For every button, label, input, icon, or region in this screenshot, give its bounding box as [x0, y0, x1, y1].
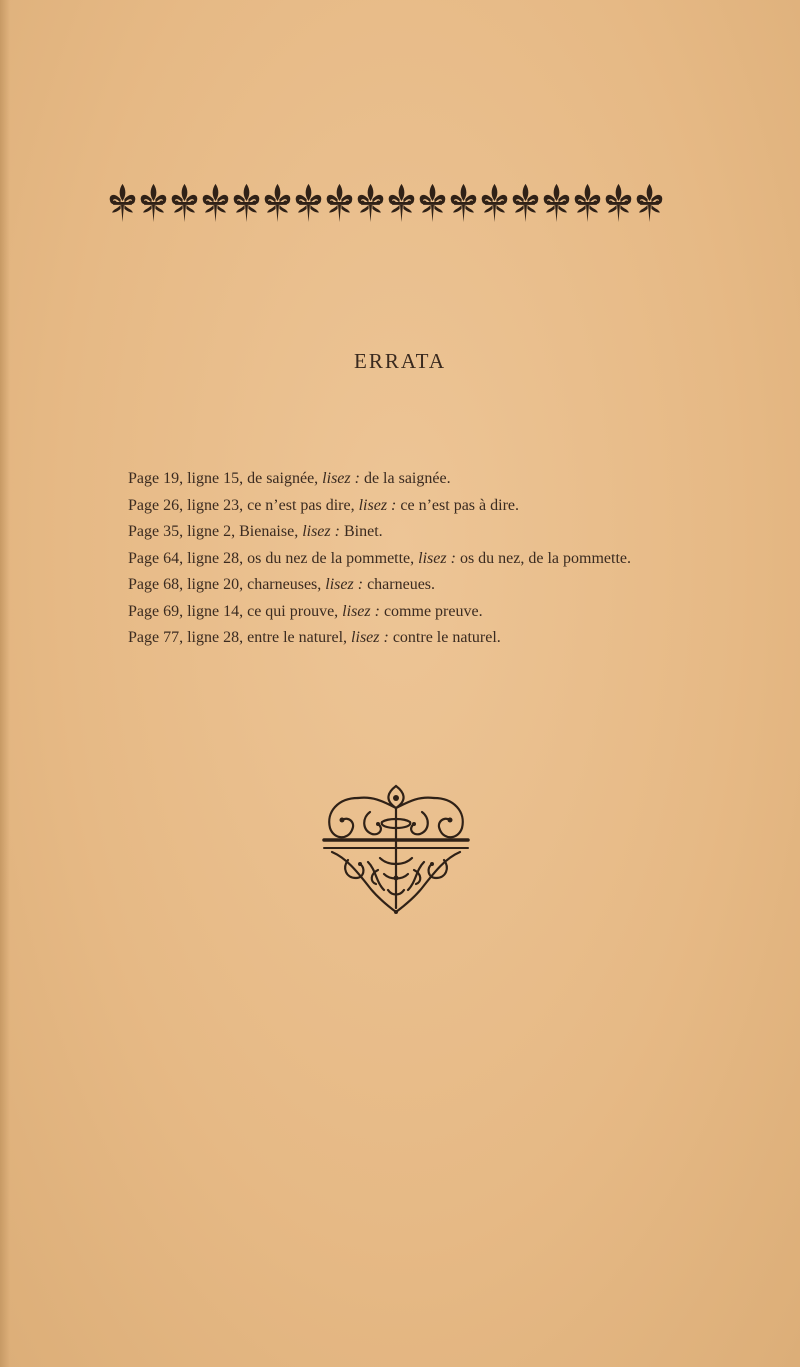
errata-list [110, 466, 676, 652]
fleur-de-lis-icon [573, 182, 602, 224]
errata-correction: ce n’est pas à dire. [396, 496, 519, 514]
errata-lisez: lisez : [342, 602, 380, 620]
fleur-de-lis-icon [604, 182, 633, 224]
errata-correction: de la saignée. [359, 470, 451, 487]
errata-correction: Binet. [339, 523, 383, 540]
fleur-de-lis-icon [449, 182, 478, 224]
fleur-de-lis-icon [480, 182, 509, 224]
errata-entry [110, 519, 676, 546]
errata-lisez: lisez : [351, 629, 389, 646]
errata-lisez: lisez : [358, 496, 397, 514]
errata-original: Page 26, ligne 23, ce n’est pas dire, [128, 496, 359, 514]
errata-lisez: lisez : [302, 523, 340, 540]
fleur-de-lis-icon [635, 182, 664, 224]
cul-de-lampe-ornament-icon [318, 778, 474, 918]
page-edge-shadow [0, 0, 10, 1367]
errata-entry [110, 572, 676, 599]
errata-original: Page 19, ligne 15, de saignée, [128, 470, 323, 487]
errata-entry [110, 546, 676, 573]
fleur-de-lis-icon [201, 182, 230, 224]
fleur-de-lis-icon [356, 182, 385, 224]
fleur-de-lis-icon [139, 182, 168, 224]
fleur-de-lis-icon [418, 182, 447, 224]
errata-entry [110, 599, 676, 626]
fleur-de-lis-icon [325, 182, 354, 224]
errata-correction: charneues. [363, 576, 436, 593]
fleur-de-lis-icon [232, 182, 261, 224]
page-title: ERRATA [354, 349, 446, 373]
fleur-de-lis-icon [108, 182, 137, 224]
errata-original: Page 64, ligne 28, os du nez de la pommette, [128, 549, 419, 567]
fleur-de-lis-icon [263, 182, 292, 224]
errata-correction: comme preuve. [379, 602, 483, 620]
fleur-de-lis-icon [294, 182, 323, 224]
fleur-de-lis-icon [511, 182, 540, 224]
errata-correction: contre le naturel. [388, 629, 501, 646]
fleur-de-lis-icon [542, 182, 571, 224]
fleur-de-lis-icon [170, 182, 199, 224]
errata-original: Page 77, ligne 28, entre le naturel, [128, 629, 352, 646]
errata-lisez: lisez : [322, 470, 360, 487]
errata-entry [110, 466, 676, 493]
errata-original: Page 68, ligne 20, charneuses, [128, 576, 326, 593]
errata-original: Page 35, ligne 2, Bienaise, [128, 523, 303, 540]
errata-lisez: lisez : [418, 549, 456, 567]
errata-original: Page 69, ligne 14, ce qui prouve, [128, 602, 343, 620]
fleur-de-lis-icon [387, 182, 416, 224]
errata-correction: os du nez, de la pommette. [455, 549, 631, 567]
errata-entry [110, 625, 676, 652]
header-ornament-row [108, 180, 664, 226]
errata-entry [110, 493, 676, 520]
errata-lisez: lisez : [325, 576, 364, 593]
